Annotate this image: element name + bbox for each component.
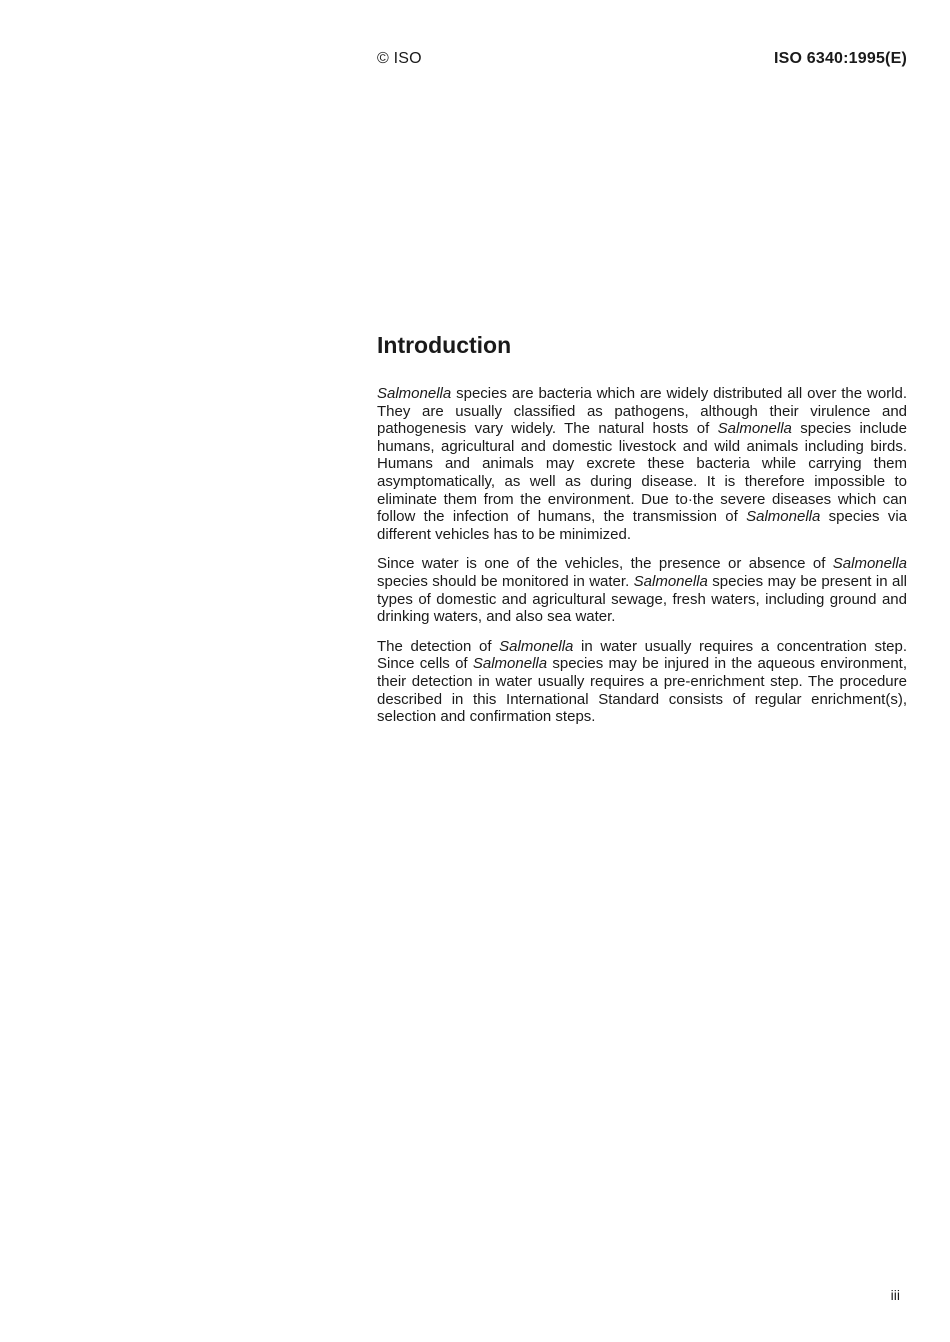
paragraph-text-segment: The detection of — [377, 637, 500, 655]
standard-identifier: ISO 6340:1995(E) — [773, 50, 907, 67]
paragraph-text-segment: in water usually requires a concentration step. Since cells of — [377, 637, 907, 673]
paragraph-text-segment: Since water is one of the vehicles, the presence or absence of — [377, 555, 833, 573]
paragraph-text-segment: species should be monitored in water. — [377, 572, 634, 590]
paragraph-text-segment: Salmonella — [746, 508, 821, 526]
paragraph-text-segment: species include humans, agricultural and domestic livestock and wild animals including birds. Humans and animals may excrete these bacteria while carrying them asymptomatically, as well as during disease. It is therefore impossible to eliminate them from the environment. Due to·the severe diseases which can follow the infection of humans, the transmission of — [377, 420, 907, 526]
paragraph-2 — [377, 555, 907, 625]
paragraph-text-segment: species may be present in all types of domestic and agricultural sewage, fresh waters, including ground and drinking waters, and also sea water. — [377, 572, 907, 626]
section-title: Introduction — [377, 332, 512, 358]
paragraph-3 — [377, 638, 907, 726]
paragraph-text-segment: Salmonella — [377, 385, 452, 402]
introduction-section — [377, 330, 907, 738]
page-number: iii — [890, 1287, 900, 1303]
paragraph-text-segment: Salmonella — [633, 572, 708, 590]
paragraph-text-segment: species via different vehicles has to be minimized. — [377, 508, 907, 543]
paragraph-text-segment: Salmonella — [832, 555, 907, 573]
paragraph-text-segment: Salmonella — [499, 637, 574, 655]
paragraph-1 — [377, 385, 907, 543]
paragraph-text-segment: species may be injured in the aqueous environment, their detection in water usually requires a pre-enrichment step. The procedure described in this International Standard consists of regular enrichment(s), selection and confirmation steps. — [377, 655, 907, 726]
paragraph-text-segment: species are bacteria which are widely distributed all over the world. They are usually classified as pathogens, although their virulence and pathogenesis vary widely. The natural hosts of — [377, 385, 907, 438]
paragraph-text-segment: Salmonella — [717, 420, 792, 438]
copyright-notice: © ISO — [377, 50, 422, 67]
paragraph-text-segment: Salmonella — [472, 655, 548, 673]
